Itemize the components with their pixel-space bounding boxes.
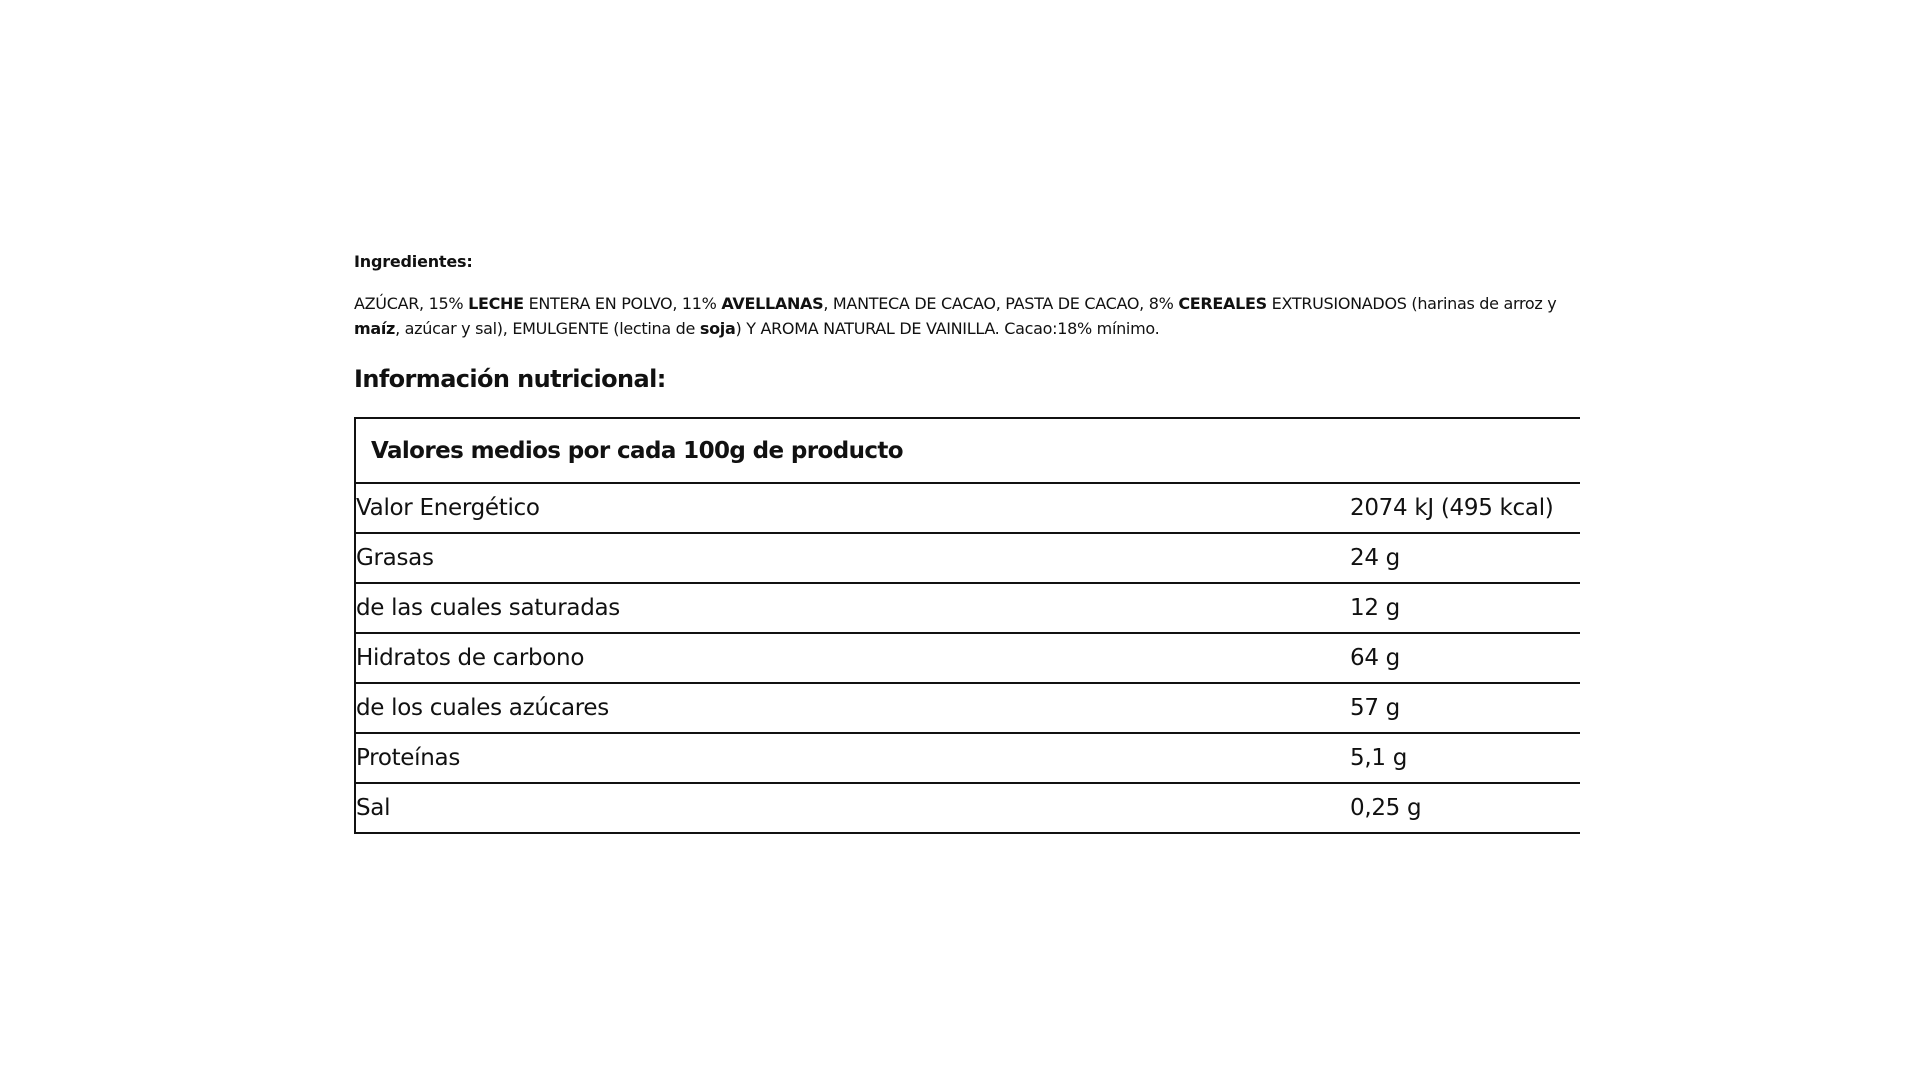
nutrient-name: Valor Energético xyxy=(355,483,1350,533)
nutrient-name: Sal xyxy=(355,783,1350,833)
ingredients-part: AZÚCAR, 15% xyxy=(354,294,469,313)
nutrition-table-header: Valores medios por cada 100g de producto xyxy=(355,418,1580,483)
ingredients-allergen: AVELLANAS xyxy=(721,294,824,313)
nutrient-name: Proteínas xyxy=(355,733,1350,783)
nutrient-name: de los cuales azúcares xyxy=(355,683,1350,733)
nutrient-amount: 12 g xyxy=(1350,583,1580,633)
table-row xyxy=(355,483,1580,533)
table-row xyxy=(355,683,1580,733)
product-info xyxy=(354,252,1579,834)
nutrient-amount: 64 g xyxy=(1350,633,1580,683)
nutrient-name: Hidratos de carbono xyxy=(355,633,1350,683)
ingredients-heading: Ingredientes: xyxy=(354,252,473,271)
table-row xyxy=(355,533,1580,583)
table-row xyxy=(355,783,1580,833)
nutrient-amount: 5,1 g xyxy=(1350,733,1580,783)
ingredients-part: ENTERA EN POLVO, 11% xyxy=(523,294,722,313)
ingredients-allergen: CEREALES xyxy=(1178,294,1267,313)
ingredients-allergen: LECHE xyxy=(468,294,524,313)
table-row xyxy=(355,583,1580,633)
nutrient-amount: 57 g xyxy=(1350,683,1580,733)
nutrition-table-header-row xyxy=(355,418,1580,483)
ingredients-part: EXTRUSIONADOS (harinas de arroz y xyxy=(1266,294,1557,313)
ingredients-allergen: maíz xyxy=(354,319,396,338)
table-row xyxy=(355,633,1580,683)
nutrient-amount: 24 g xyxy=(1350,533,1580,583)
ingredients-part: ) Y AROMA NATURAL DE VAINILLA. Cacao:18% mínimo. xyxy=(735,319,1160,338)
ingredients-part: , MANTECA DE CACAO, PASTA DE CACAO, 8% xyxy=(823,294,1179,313)
ingredients-allergen: soja xyxy=(699,319,736,338)
nutrition-heading: Información nutricional: xyxy=(354,365,666,393)
ingredients-part: , azúcar y sal), EMULGENTE (lectina de xyxy=(395,319,700,338)
ingredients-text xyxy=(354,291,1579,341)
nutrition-table xyxy=(354,417,1580,834)
nutrient-name: Grasas xyxy=(355,533,1350,583)
nutrient-amount: 0,25 g xyxy=(1350,783,1580,833)
nutrient-name: de las cuales saturadas xyxy=(355,583,1350,633)
nutrient-amount: 2074 kJ (495 kcal) xyxy=(1350,483,1580,533)
table-row xyxy=(355,733,1580,783)
